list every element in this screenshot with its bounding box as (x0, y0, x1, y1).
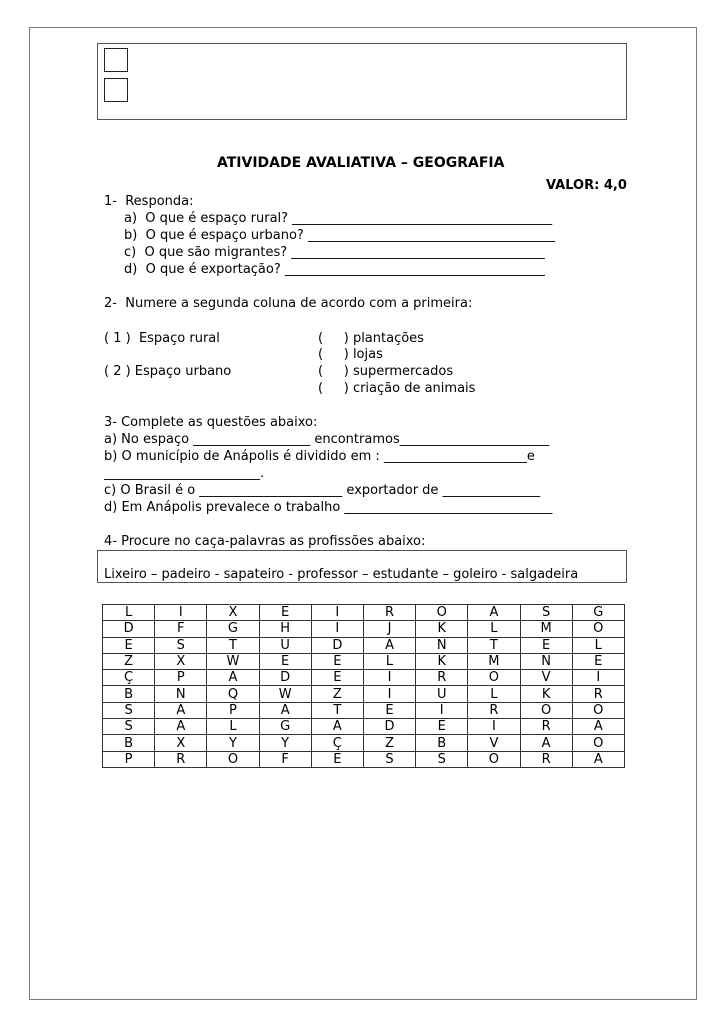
grid-cell[interactable]: U (416, 686, 468, 702)
grid-cell[interactable]: A (207, 670, 259, 686)
grid-cell[interactable]: M (468, 653, 520, 669)
grid-cell[interactable]: A (155, 719, 207, 735)
q3-line-c: c) O Brasil é o ______________________ exportador de _______________ (104, 483, 541, 498)
grid-row (103, 670, 625, 686)
q1-item-c: c) O que são migrantes? _______________________________________ (124, 245, 545, 260)
grid-cell[interactable]: E (259, 605, 311, 621)
q2-heading: 2- Numere a segunda coluna de acordo com a primeira: (104, 296, 473, 311)
grid-cell[interactable]: T (311, 702, 363, 718)
grid-row (103, 751, 625, 767)
header-box (97, 43, 627, 120)
grid-cell[interactable]: E (103, 637, 155, 653)
q3-heading: 3- Complete as questões abaixo: (104, 415, 318, 430)
grid-cell[interactable]: P (155, 670, 207, 686)
grid-cell[interactable]: B (103, 735, 155, 751)
grid-cell[interactable]: O (572, 621, 624, 637)
grid-cell[interactable]: K (416, 621, 468, 637)
grid-row (103, 637, 625, 653)
grid-cell[interactable]: Y (207, 735, 259, 751)
grid-cell[interactable]: R (363, 605, 415, 621)
grid-cell[interactable]: I (572, 670, 624, 686)
grid-cell[interactable]: A (363, 637, 415, 653)
grid-cell[interactable]: E (416, 719, 468, 735)
grid-cell[interactable]: L (468, 621, 520, 637)
grid-cell[interactable]: O (468, 751, 520, 767)
q3-line-b: b) O município de Anápolis é dividido em : ______________________e (104, 449, 535, 464)
grid-cell[interactable]: O (520, 702, 572, 718)
grid-cell[interactable]: E (311, 670, 363, 686)
grid-cell[interactable]: G (572, 605, 624, 621)
q1-item-a: a) O que é espaço rural? ________________________________________ (124, 211, 553, 226)
q4-heading: 4- Procure no caça-palavras as profissões abaixo: (104, 534, 426, 549)
grid-cell[interactable]: E (311, 751, 363, 767)
grid-cell[interactable]: S (416, 751, 468, 767)
grid-cell[interactable]: D (311, 637, 363, 653)
grid-cell[interactable]: M (520, 621, 572, 637)
grid-cell[interactable]: J (363, 621, 415, 637)
grid-cell[interactable]: F (259, 751, 311, 767)
grid-cell[interactable]: Q (207, 686, 259, 702)
grid-cell[interactable]: W (207, 653, 259, 669)
q2-right-3: ( ) supermercados (318, 364, 454, 379)
page-title: ATIVIDADE AVALIATIVA – GEOGRAFIA (217, 155, 505, 171)
grid-row (103, 719, 625, 735)
grid-cell[interactable]: H (259, 621, 311, 637)
grid-cell[interactable]: L (103, 605, 155, 621)
grid-cell[interactable]: Z (363, 735, 415, 751)
grid-cell[interactable]: X (155, 735, 207, 751)
grid-cell[interactable]: R (416, 670, 468, 686)
grid-cell[interactable]: T (468, 637, 520, 653)
grid-cell[interactable]: D (259, 670, 311, 686)
grid-cell[interactable]: L (572, 637, 624, 653)
grid-row (103, 686, 625, 702)
grid-row (103, 653, 625, 669)
value-label: VALOR: 4,0 (546, 178, 627, 193)
grid-cell[interactable]: N (416, 637, 468, 653)
grid-cell[interactable]: K (520, 686, 572, 702)
grid-row (103, 735, 625, 751)
q3-line-a: a) No espaço __________________ encontramos_______________________ (104, 432, 550, 447)
word-list: Lixeiro – padeiro - sapateiro - professor – estudante – goleiro - salgadeira (104, 567, 579, 582)
grid-cell[interactable]: O (468, 670, 520, 686)
grid-cell[interactable]: E (520, 637, 572, 653)
grid-cell[interactable]: V (468, 735, 520, 751)
q1-heading: 1- Responda: (104, 194, 194, 209)
grid-cell[interactable]: O (416, 605, 468, 621)
grid-cell[interactable]: E (363, 702, 415, 718)
word-list-box (97, 550, 627, 583)
grid-cell[interactable]: I (363, 686, 415, 702)
grid-cell[interactable]: Z (311, 686, 363, 702)
grid-cell[interactable]: T (207, 637, 259, 653)
grid-cell[interactable]: P (207, 702, 259, 718)
grid-cell[interactable]: G (259, 719, 311, 735)
q2-left-1: ( 1 ) Espaço rural (104, 331, 220, 346)
grid-cell[interactable]: S (363, 751, 415, 767)
grid-cell[interactable]: L (468, 686, 520, 702)
checkbox-1[interactable] (104, 48, 128, 72)
grid-cell[interactable]: R (155, 751, 207, 767)
grid-cell[interactable]: E (259, 653, 311, 669)
grid-cell[interactable]: A (572, 751, 624, 767)
grid-cell[interactable]: Z (103, 653, 155, 669)
grid-cell[interactable]: W (259, 686, 311, 702)
grid-cell[interactable]: I (311, 605, 363, 621)
grid-cell[interactable]: R (572, 686, 624, 702)
checkbox-2[interactable] (104, 78, 128, 102)
grid-cell[interactable]: X (207, 605, 259, 621)
grid-cell[interactable]: D (363, 719, 415, 735)
grid-cell[interactable]: B (103, 686, 155, 702)
grid-cell[interactable]: R (520, 719, 572, 735)
q1-item-b: b) O que é espaço urbano? ______________________________________ (124, 228, 555, 243)
grid-cell[interactable]: Y (259, 735, 311, 751)
grid-cell[interactable]: I (155, 605, 207, 621)
grid-cell[interactable]: I (468, 719, 520, 735)
q3-line-b-cont: ________________________. (104, 466, 265, 481)
grid-cell[interactable]: O (572, 702, 624, 718)
grid-cell[interactable]: V (520, 670, 572, 686)
q2-right-2: ( ) lojas (318, 347, 383, 362)
grid-cell[interactable]: E (311, 653, 363, 669)
grid-cell[interactable]: I (311, 621, 363, 637)
grid-cell[interactable]: G (207, 621, 259, 637)
grid-cell[interactable]: A (468, 605, 520, 621)
grid-cell[interactable]: A (259, 702, 311, 718)
grid-cell[interactable]: F (155, 621, 207, 637)
grid-cell[interactable]: D (103, 621, 155, 637)
q2-left-2: ( 2 ) Espaço urbano (104, 364, 232, 379)
grid-row (103, 605, 625, 621)
grid-cell[interactable]: S (520, 605, 572, 621)
grid-cell[interactable]: O (207, 751, 259, 767)
grid-cell[interactable]: L (207, 719, 259, 735)
grid-cell[interactable]: I (416, 702, 468, 718)
grid-cell[interactable]: S (155, 637, 207, 653)
grid-cell[interactable]: K (416, 653, 468, 669)
grid-row (103, 621, 625, 637)
q2-right-1: ( ) plantações (318, 331, 424, 346)
grid-cell[interactable]: E (572, 653, 624, 669)
grid-cell[interactable]: B (416, 735, 468, 751)
q3-line-d: d) Em Anápolis prevalece o trabalho ________________________________ (104, 500, 553, 515)
q1-item-d: d) O que é exportação? ________________________________________ (124, 262, 545, 277)
grid-cell[interactable]: R (468, 702, 520, 718)
grid-row (103, 702, 625, 718)
grid-cell[interactable]: S (103, 719, 155, 735)
word-search-grid (102, 604, 625, 768)
grid-cell[interactable]: P (103, 751, 155, 767)
grid-cell[interactable]: X (155, 653, 207, 669)
grid-cell[interactable]: A (520, 735, 572, 751)
grid-cell[interactable]: I (363, 670, 415, 686)
grid-cell[interactable]: A (572, 719, 624, 735)
grid-cell[interactable]: Ç (311, 735, 363, 751)
grid-cell[interactable]: S (103, 702, 155, 718)
grid-cell[interactable]: U (259, 637, 311, 653)
grid-cell[interactable]: L (363, 653, 415, 669)
grid-cell[interactable]: O (572, 735, 624, 751)
grid-cell[interactable]: A (155, 702, 207, 718)
grid-cell[interactable]: A (311, 719, 363, 735)
grid-cell[interactable]: R (520, 751, 572, 767)
grid-cell[interactable]: Ç (103, 670, 155, 686)
grid-cell[interactable]: N (155, 686, 207, 702)
grid-cell[interactable]: N (520, 653, 572, 669)
q2-right-4: ( ) criação de animais (318, 381, 476, 396)
